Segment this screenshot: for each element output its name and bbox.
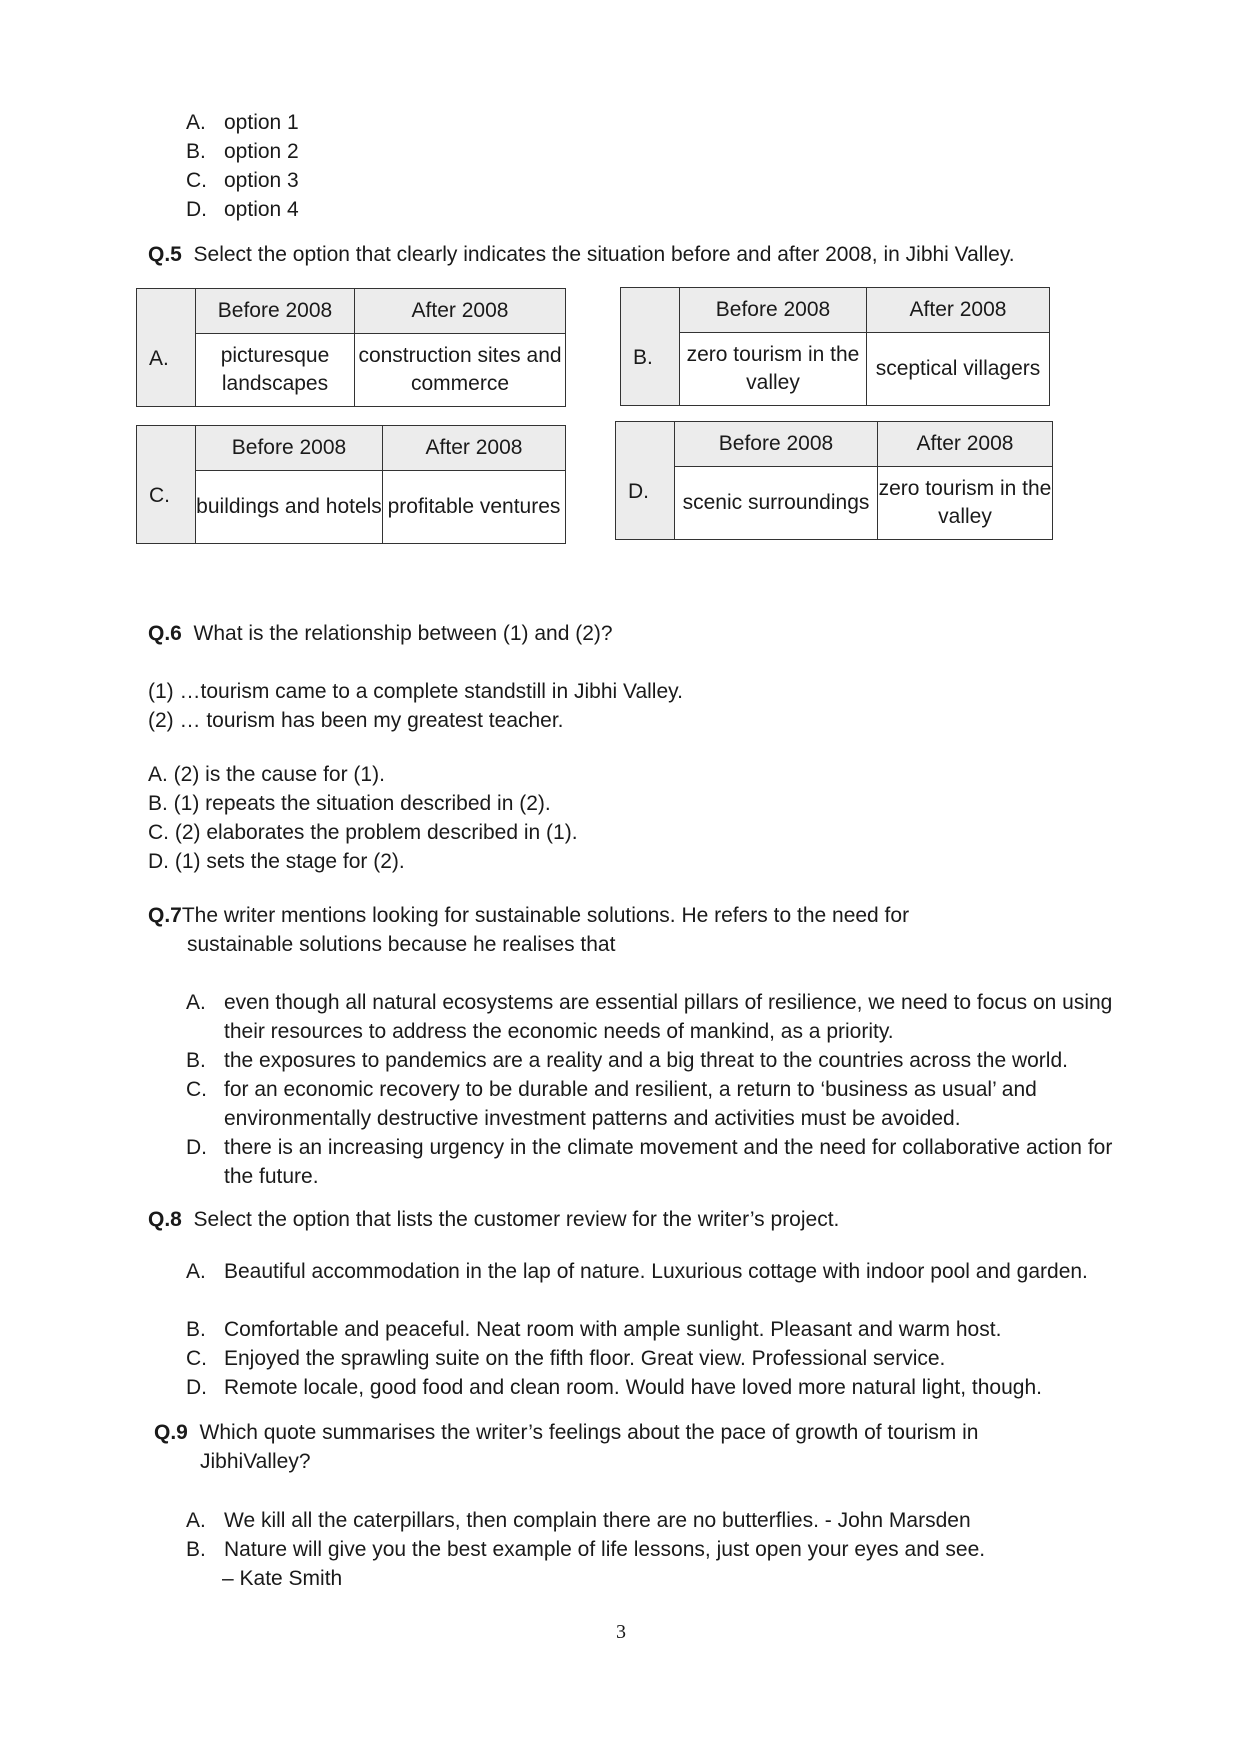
statement-1: (1) …tourism came to a complete standstill in Jibhi Valley. (148, 680, 683, 703)
option-text: option 2 (224, 140, 299, 163)
cell-before: picturesque landscapes (196, 334, 355, 407)
header-after: After 2008 (355, 289, 566, 334)
option-text: Beautiful accommodation in the lap of nature. Luxurious cottage with indoor pool and garden. (224, 1260, 1088, 1283)
option-letter: D. (186, 198, 207, 221)
question-number: Q.9 (154, 1421, 188, 1444)
cell-after: sceptical villagers (867, 333, 1050, 406)
option-letter: D. (186, 1376, 207, 1399)
option-table-c (136, 425, 566, 544)
option-text: even though all natural ecosystems are essential pillars of resilience, we need to focus on using their resources to address the economic needs of mankind, as a priority. (224, 991, 1113, 1043)
question-9 (154, 1418, 1154, 1447)
question-text-continued: JibhiValley? (200, 1450, 311, 1473)
question-number: Q.8 (148, 1208, 182, 1231)
option-letter: A. (137, 289, 196, 407)
list-item (186, 1257, 1146, 1286)
option-letter: C. (186, 1347, 207, 1370)
list-item (186, 137, 1146, 166)
option-letter: C. (137, 426, 196, 544)
cell-before: buildings and hotels (196, 471, 383, 544)
cell-before: scenic surroundings (675, 467, 878, 540)
list-item (186, 1075, 1146, 1133)
question-5 (148, 240, 1148, 269)
option-text: Enjoyed the sprawling suite on the fifth floor. Great view. Professional service. (224, 1347, 946, 1370)
option-letter: B. (186, 140, 206, 163)
list-item (186, 1344, 1146, 1373)
option-letter: D. (186, 1136, 207, 1159)
list-item (186, 988, 1146, 1046)
option-text: Nature will give you the best example of life lessons, just open your eyes and see. (224, 1538, 986, 1561)
question-number: Q.5 (148, 243, 182, 266)
list-item (186, 195, 1146, 224)
list-item (186, 1535, 1146, 1564)
option-letter: D. (616, 422, 675, 540)
list-item (186, 166, 1146, 195)
option-text: Remote locale, good food and clean room. Would have loved more natural light, though. (224, 1376, 1042, 1399)
question-number: Q.7 (148, 904, 182, 927)
header-before: Before 2008 (675, 422, 878, 467)
option-text: option 4 (224, 198, 299, 221)
list-item: D. (1) sets the stage for (2). (148, 850, 405, 873)
header-after: After 2008 (867, 288, 1050, 333)
question-text: The writer mentions looking for sustainable solutions. He refers to the need for (181, 904, 910, 927)
list-item (186, 1373, 1146, 1402)
header-after: After 2008 (383, 426, 566, 471)
header-before: Before 2008 (196, 289, 355, 334)
option-text: the exposures to pandemics are a reality and a big threat to the countries across the world. (224, 1049, 1068, 1072)
option-table-b (620, 287, 1050, 406)
option-letter: B. (621, 288, 680, 406)
question-7 (148, 901, 1148, 930)
question-number: Q.6 (148, 622, 182, 645)
list-item (186, 1046, 1146, 1075)
question-8 (148, 1205, 1148, 1234)
page-number: 3 (616, 1621, 626, 1643)
list-item: B. (1) repeats the situation described in (2). (148, 792, 551, 815)
question-text: Which quote summarises the writer’s feelings about the pace of growth of tourism in (199, 1421, 979, 1444)
option-letter: A. (186, 1260, 206, 1283)
option-text: Comfortable and peaceful. Neat room with ample sunlight. Pleasant and warm host. (224, 1318, 1002, 1341)
question-6 (148, 619, 1148, 648)
option-text: there is an increasing urgency in the climate movement and the need for collaborative action for the future. (224, 1136, 1113, 1188)
option-letter: A. (186, 1509, 206, 1532)
list-item (186, 1315, 1146, 1344)
option-table-d (615, 421, 1053, 540)
header-before: Before 2008 (196, 426, 383, 471)
cell-after: profitable ventures (383, 471, 566, 544)
list-item: C. (2) elaborates the problem described in (1). (148, 821, 578, 844)
list-item (186, 1133, 1146, 1191)
cell-after: zero tourism in the valley (878, 467, 1053, 540)
question-text: Select the option that clearly indicates the situation before and after 2008, in Jibhi Valley. (193, 243, 1015, 266)
cell-after: construction sites and commerce (355, 334, 566, 407)
quote-author: – Kate Smith (222, 1567, 343, 1590)
option-letter: B. (186, 1049, 206, 1072)
question-text: What is the relationship between (1) and (2)? (193, 622, 613, 645)
question-text-continued: sustainable solutions because he realises that (187, 933, 616, 956)
option-text: for an economic recovery to be durable and resilient, a return to ‘business as usual’ and environmentally destructive investment patterns and activities must be avoided. (224, 1078, 1037, 1130)
option-letter: C. (186, 1078, 207, 1101)
option-letter: A. (186, 991, 206, 1014)
option-letter: B. (186, 1538, 206, 1561)
option-letter: B. (186, 1318, 206, 1341)
header-before: Before 2008 (680, 288, 867, 333)
list-item: A. (2) is the cause for (1). (148, 763, 385, 786)
list-item (186, 108, 1146, 137)
option-letter: C. (186, 169, 207, 192)
option-letter: A. (186, 111, 206, 134)
option-table-a (136, 288, 566, 407)
option-text: We kill all the caterpillars, then complain there are no butterflies. - John Marsden (224, 1509, 971, 1532)
list-item (186, 1506, 1146, 1535)
question-text: Select the option that lists the customer review for the writer’s project. (193, 1208, 840, 1231)
cell-before: zero tourism in the valley (680, 333, 867, 406)
option-text: option 1 (224, 111, 299, 134)
option-text: option 3 (224, 169, 299, 192)
header-after: After 2008 (878, 422, 1053, 467)
statement-2: (2) … tourism has been my greatest teacher. (148, 709, 564, 732)
